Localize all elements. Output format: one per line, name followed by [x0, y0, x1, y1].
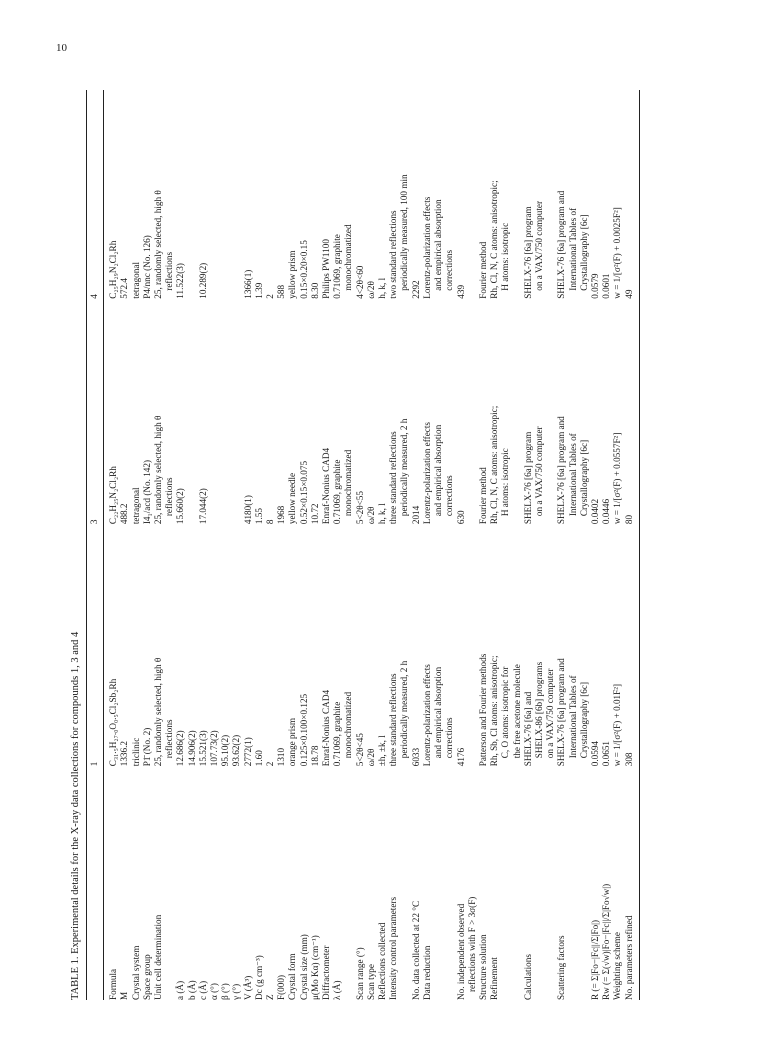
table-row	[119, 90, 130, 1000]
table-cell: 0.71069, graphite monochromatized	[332, 691, 354, 767]
table-cell: SHELX-76 [6a] program on a VAX/750 computer	[522, 200, 544, 299]
table-cell: tetragonal	[130, 262, 141, 299]
table-cell: Lorentz-polarization effects and empirical absorption corrections	[421, 422, 455, 525]
table-row	[478, 90, 489, 1000]
table-cell: ω/2θ	[365, 281, 376, 299]
table-caption: TABLE 1. Experimental details for the X-ray data collections for compounds 1, 3 and 4	[70, 631, 81, 1000]
table-cell: 439	[455, 284, 466, 299]
row-label: Weighting scheme	[612, 932, 623, 1000]
table-cell: 25, randomly selected, high θ reflections	[153, 415, 175, 525]
table-cell: 0.0651	[601, 740, 612, 767]
row-label: Calculations	[522, 954, 533, 1000]
table-cell: two standard reflections periodically measured, 100 min	[388, 174, 410, 299]
table-cell: ±h, ±k, l	[377, 735, 388, 767]
column-header: 4	[87, 90, 104, 299]
table-cell: 1.39	[253, 282, 264, 299]
row-label: M	[119, 991, 130, 1000]
table-cell: 12.686(2)	[175, 730, 186, 767]
table-row	[299, 90, 310, 1000]
table-row	[456, 90, 478, 1000]
table-row	[355, 90, 366, 1000]
row-label: Crystal form	[287, 953, 298, 1000]
table-row	[231, 90, 242, 1000]
table-row	[104, 90, 120, 1000]
table-cell: Fourier method	[477, 467, 488, 525]
table-cell: 1968	[276, 505, 287, 525]
table-cell: 25, randomly selected, high θ reflections	[153, 190, 175, 299]
table-row	[287, 90, 298, 1000]
table-cell: three standard reflections periodically measured, 2 h	[388, 418, 410, 525]
row-label: No. independent observed reflections with F > 3σ(F)	[455, 896, 477, 1000]
table-cell: SHELX-76 [6a] and SHELX-86 [6b] programs on a VAX/750 computer	[522, 661, 556, 767]
table-row	[276, 90, 287, 1000]
header-row	[87, 90, 104, 1000]
table-cell: 10.72	[309, 503, 320, 525]
row-label: Refinement	[489, 957, 500, 1000]
table-row	[411, 90, 422, 1000]
table-cell: tetragonal	[130, 487, 141, 525]
table-cell: three standard reflections periodically measured, 2 h	[388, 660, 410, 767]
table-row	[321, 90, 332, 1000]
row-label: Scan type	[365, 964, 376, 1000]
table-cell: 1366(1)	[242, 269, 253, 299]
table-row	[422, 90, 456, 1000]
table-cell: 588	[276, 284, 287, 299]
table-cell: 5<2θ<55	[354, 491, 365, 525]
row-label: β (°)	[220, 983, 231, 1000]
table-cell: 1.55	[253, 508, 264, 525]
table-cell: 630	[455, 510, 466, 525]
table-cell: 14.906(2)	[186, 730, 197, 767]
table-cell: P1̄ (No. 2)	[141, 727, 152, 767]
table-cell: Rh, Sb, Cl atoms: anisotropic; C, O atoms: isotropic for the free acetone molecule	[489, 655, 522, 767]
rotated-table-block	[70, 90, 710, 1000]
table-row	[153, 90, 175, 1000]
table-cell: ω/2θ	[365, 748, 376, 767]
table-cell: 10.289(2)	[197, 262, 208, 299]
row-label: Diffractometer	[321, 945, 332, 1000]
table-cell: 15.521(3)	[197, 730, 208, 767]
table-cell: 2014	[410, 505, 421, 525]
table-cell: 1336.2	[119, 740, 130, 767]
table-cell: 80	[623, 514, 634, 525]
row-label: F(000)	[276, 974, 287, 1000]
table-cell	[209, 90, 220, 299]
table-cell: SHELX-76 [6a] program on a VAX/750 computer	[522, 426, 544, 525]
table-cell: SHELX-76 [6a] program and International Tables of Crystallography [6c]	[556, 190, 589, 299]
table-cell: 95.10(2)	[220, 734, 231, 767]
table-cell: 308	[623, 752, 634, 767]
table-cell: Rh, Cl, N, C atoms: anisotropic; H atoms: isotropic	[489, 405, 511, 525]
table-cell: yellow needle	[287, 472, 298, 525]
table-cell	[187, 90, 198, 299]
table-cell: 25, randomly selected, high θ reflections	[153, 657, 175, 767]
row-label: Rw (= Σ(√w)|Fo−|Fc||/Σ|Fo√w|)	[601, 883, 612, 1000]
table-cell: 2292	[410, 280, 421, 299]
table-cell: 0.0402	[589, 498, 600, 525]
row-label: γ (°)	[231, 983, 242, 1000]
row-label: Crystal size (mm)	[298, 934, 309, 1000]
table-cell: Patterson and Fourier methods	[477, 653, 488, 767]
table-cell: h, k, l	[377, 503, 388, 525]
row-label: Scan range (°)	[354, 947, 365, 1000]
table-row	[366, 90, 377, 1000]
table-cell: 15.660(2)	[175, 488, 186, 525]
row-label: No. data collected at 22 °C	[410, 900, 421, 1000]
table-cell: Enraf-Nonius CAD4	[321, 447, 332, 525]
table-row	[590, 90, 601, 1000]
table-cell: 6033	[410, 747, 421, 767]
table-row	[243, 90, 254, 1000]
column-header	[87, 766, 104, 1000]
table-cell: 11.522(3)	[175, 263, 186, 299]
row-label: Crystal system	[130, 945, 141, 1000]
table-cell: 2772(1)	[242, 737, 253, 767]
table-row	[332, 90, 354, 1000]
page-number: 10	[56, 42, 67, 54]
row-label: b (Å)	[186, 980, 197, 1000]
table-cell: 572.4	[119, 278, 130, 299]
row-label: Reflections collected	[377, 922, 388, 1000]
table-cell	[209, 299, 220, 524]
table-cell: h, k, l	[377, 277, 388, 299]
table-cell: w = 1/[σ²(F) + 0.0025F²]	[612, 207, 623, 299]
table-cell: 0.71069, graphite monochromatized	[332, 224, 354, 299]
table-row	[209, 90, 220, 1000]
table-row	[265, 90, 276, 1000]
bottom-rule	[635, 90, 640, 1000]
row-label: Structure solution	[477, 934, 488, 1000]
table-cell: 1310	[276, 747, 287, 767]
row-label: No. parameters refined	[623, 915, 634, 1000]
table-cell: Rh, Cl, N, C atoms: anisotropic; H atoms: isotropic	[489, 180, 511, 299]
table-cell: 2	[265, 294, 276, 299]
table-cell: 488.2	[119, 503, 130, 525]
row-label: Z	[265, 994, 276, 1000]
table-row	[254, 90, 265, 1000]
row-label: Unit cell determination	[153, 914, 164, 1000]
table-cell: 49	[623, 289, 634, 299]
row-label: Dc (g cm⁻³)	[253, 955, 264, 1000]
table-cell: w = 1/[σ²(F) + 0.01F²]	[612, 683, 623, 767]
table-cell: 107.73(2)	[209, 730, 220, 767]
table-cell: 0.52×0.15×0.075	[298, 460, 309, 525]
table-row	[377, 90, 388, 1000]
table-cell: 0.0446	[601, 498, 612, 525]
table-cell: SHELX-76 [6a] program and International Tables of Crystallography [6c]	[556, 416, 589, 525]
table-cell	[231, 90, 242, 299]
table-cell: 0.0579	[589, 273, 600, 299]
table-cell: triclinic	[130, 737, 141, 767]
table-row	[489, 90, 523, 1000]
table-row	[523, 90, 557, 1000]
table-cell: 0.0594	[589, 740, 600, 767]
table-cell: 93.62(2)	[231, 734, 242, 767]
table-cell: Philips PW1100	[321, 239, 332, 299]
table-cell: 0.0601	[601, 273, 612, 299]
row-label: μ(Mo Kα) (cm⁻¹)	[309, 935, 320, 1000]
table-cell: 18.78	[309, 745, 320, 767]
table-cell: 0.71069, graphite monochromatized	[332, 449, 354, 525]
table-cell: 1.60	[253, 750, 264, 767]
table-row	[388, 90, 410, 1000]
table-cell: C₃₁.₅H₂₇.₀O₀.₅Cl₂Sb₂Rh	[108, 678, 119, 767]
table-cell: Enraf-Nonius CAD4	[321, 689, 332, 767]
table-row	[220, 90, 231, 1000]
table-row	[198, 90, 209, 1000]
table-row	[131, 90, 142, 1000]
row-label: Intensity control parameters	[388, 896, 399, 1000]
table-row	[175, 90, 186, 1000]
table-cell: 8.30	[309, 282, 320, 299]
table-body	[104, 90, 640, 1000]
table-cell: ω/2θ	[365, 506, 376, 525]
table-cell: C₂₂H₂₅N₂Cl₂Rh	[108, 466, 119, 525]
table-row	[612, 90, 623, 1000]
table-cell: 4<2θ<60	[354, 265, 365, 299]
table-cell: 0.15×0.20×0.15	[298, 240, 309, 299]
row-label: R (= Σ|Fo−|Fc||/Σ|Fo|)	[589, 919, 600, 1000]
table-cell: 0.125×0.100×0.125	[298, 693, 309, 767]
row-label: c (Å)	[197, 980, 208, 1000]
table-cell: 17.044(2)	[197, 488, 208, 525]
table-cell: P4/nnc (No. 126)	[141, 235, 152, 299]
row-label: Space group	[141, 954, 152, 1000]
data-table	[87, 90, 640, 1000]
table-cell: orange prism	[287, 718, 298, 767]
table-cell: 4176	[455, 747, 466, 767]
table-cell	[220, 90, 231, 299]
table-cell: 8	[265, 519, 276, 525]
table-cell: Lorentz-polarization effects and empirical absorption corrections	[421, 664, 455, 767]
table-row	[624, 90, 635, 1000]
table-row	[187, 90, 198, 1000]
table-cell: SHELX-76 [6a] program and International Tables of Crystallography [6c]	[556, 658, 589, 767]
row-label: λ (Å)	[332, 980, 343, 1000]
row-label: a (Å)	[175, 980, 186, 1000]
table-row	[601, 90, 612, 1000]
row-label: Data reduction	[421, 945, 432, 1000]
table-cell	[220, 299, 231, 524]
column-header: 1	[87, 524, 104, 766]
row-label: Formula	[108, 968, 119, 1000]
row-label: V (Å³)	[242, 975, 253, 1000]
table-cell: 2	[265, 761, 276, 767]
table-cell: w = 1/[σ²(F) + 0.0557F²]	[612, 432, 623, 525]
table-row	[556, 90, 590, 1000]
table-cell: Fourier method	[477, 241, 488, 299]
table-cell: I4₁/acd (No. 142)	[141, 459, 152, 525]
table-row	[142, 90, 153, 1000]
column-header: 3	[87, 299, 104, 524]
table-cell: yellow prism	[287, 250, 298, 299]
table-row	[310, 90, 321, 1000]
row-label: α (°)	[209, 983, 220, 1000]
table-cell: Lorentz-polarization effects and empirical absorption corrections	[421, 196, 455, 299]
table-cell: C₂₅H₂₉N₂Cl₂Rh	[108, 240, 119, 299]
table-cell	[187, 299, 198, 524]
table-cell: 4180(1)	[242, 495, 253, 525]
table-cell: 5<2θ<45	[354, 733, 365, 767]
row-label: Scattering factors	[556, 935, 567, 1000]
table-cell	[231, 299, 242, 524]
